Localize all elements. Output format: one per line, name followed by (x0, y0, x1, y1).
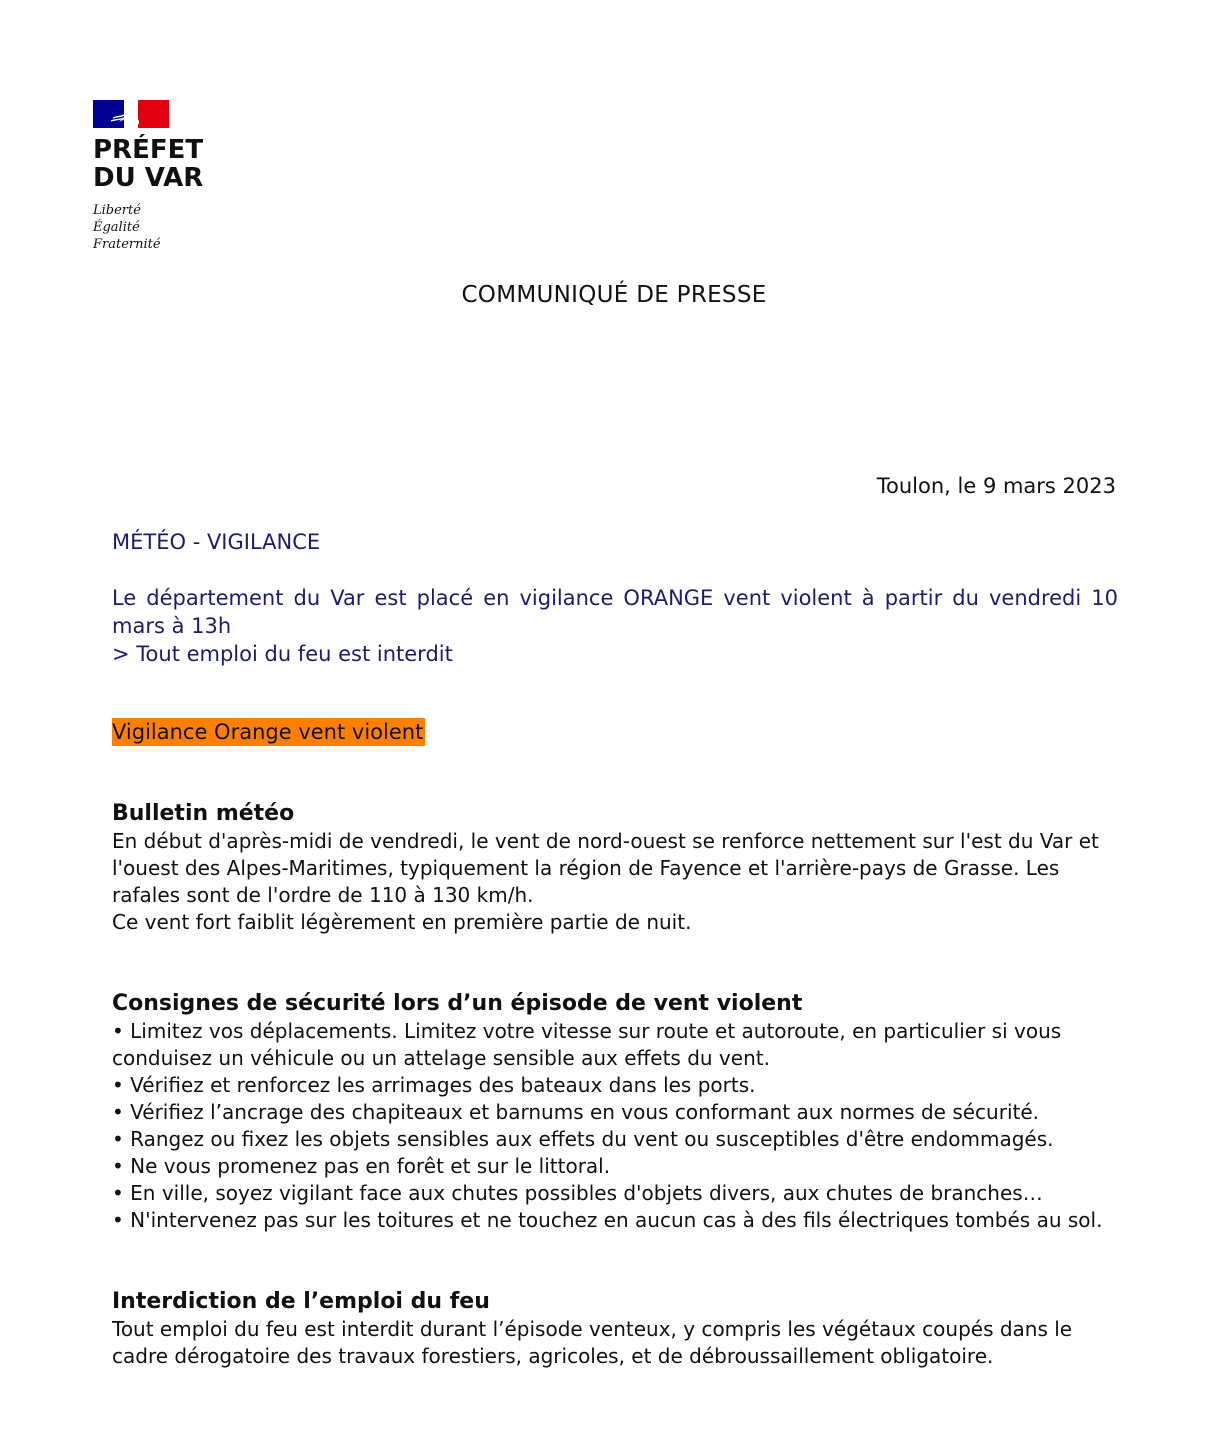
section-interdiction-feu (112, 1288, 1118, 1370)
lead-subline: > Tout emploi du feu est interdit (112, 642, 453, 666)
document-body (112, 528, 1118, 1370)
organization-name-line-2: DU VAR (93, 163, 204, 193)
republic-motto (93, 202, 253, 253)
motto-liberte: Liberté (93, 203, 141, 218)
list-item: • Vérifiez et renforcez les arrimages des bateaux dans les ports. (112, 1073, 756, 1097)
section-paragraph: Ce vent fort faiblit légèrement en première partie de nuit. (112, 910, 692, 934)
motto-egalite: Égalité (93, 220, 140, 235)
kicker-heading: MÉTÉO - VIGILANCE (112, 530, 321, 554)
organization-name (93, 136, 253, 192)
document-date: Toulon, le 9 mars 2023 (876, 474, 1116, 498)
safety-list (112, 1018, 1118, 1234)
list-item: • Limitez vos déplacements. Limitez votre vitesse sur route et autoroute, en particulier si vous conduisez un véhicule ou un attelage sensible aux effets du vent. (112, 1019, 1062, 1070)
list-item: • Ne vous promenez pas en forêt et sur le littoral. (112, 1154, 611, 1178)
vigilance-badge: Vigilance Orange vent violent (112, 720, 424, 744)
section-paragraph: En début d'après-midi de vendredi, le vent de nord-ouest se renforce nettement sur l'est du Var et l'ouest des Alpes-Maritimes, typiquement la région de Fayence et l'arrière-pays de Grasse. Les rafales sont de l'ordre de 110 à 130 km/h. (112, 829, 1099, 907)
list-item: • En ville, soyez vigilant face aux chutes possibles d'objets divers, aux chutes de branches… (112, 1181, 1043, 1205)
section-title: Interdiction de l’emploi du feu (112, 1289, 490, 1314)
list-item: • Rangez ou fixez les objets sensibles aux effets du vent ou susceptibles d'être endommagés. (112, 1127, 1054, 1151)
list-item: • N'intervenez pas sur les toitures et ne touchez en aucun cas à des fils électriques tombés au sol. (112, 1208, 1103, 1232)
motto-fraternite: Fraternité (93, 237, 161, 252)
prefecture-logo (93, 100, 253, 253)
vigilance-badge-wrapper (112, 718, 1118, 746)
document-type: COMMUNIQUÉ DE PRESSE (461, 282, 767, 308)
list-item: • Vérifiez l’ancrage des chapiteaux et barnums en vous conformant aux normes de sécurité. (112, 1100, 1040, 1124)
organization-name-line-1: PRÉFET (93, 135, 204, 165)
section-title: Bulletin météo (112, 801, 295, 826)
section-paragraph: Tout emploi du feu est interdit durant l’épisode venteux, y compris les végétaux coupés dans le cadre dérogatoire des travaux forestiers, agricoles, et de débroussaillement obligatoire. (112, 1317, 1073, 1368)
section-bulletin-meteo (112, 800, 1118, 936)
marianne-flag-icon (93, 100, 169, 128)
lead-paragraph: Le département du Var est placé en vigilance ORANGE vent violent à partir du vendredi 10 mars à 13h (112, 586, 1118, 638)
section-consignes-securite (112, 990, 1118, 1234)
section-title: Consignes de sécurité lors d’un épisode de vent violent (112, 991, 803, 1016)
